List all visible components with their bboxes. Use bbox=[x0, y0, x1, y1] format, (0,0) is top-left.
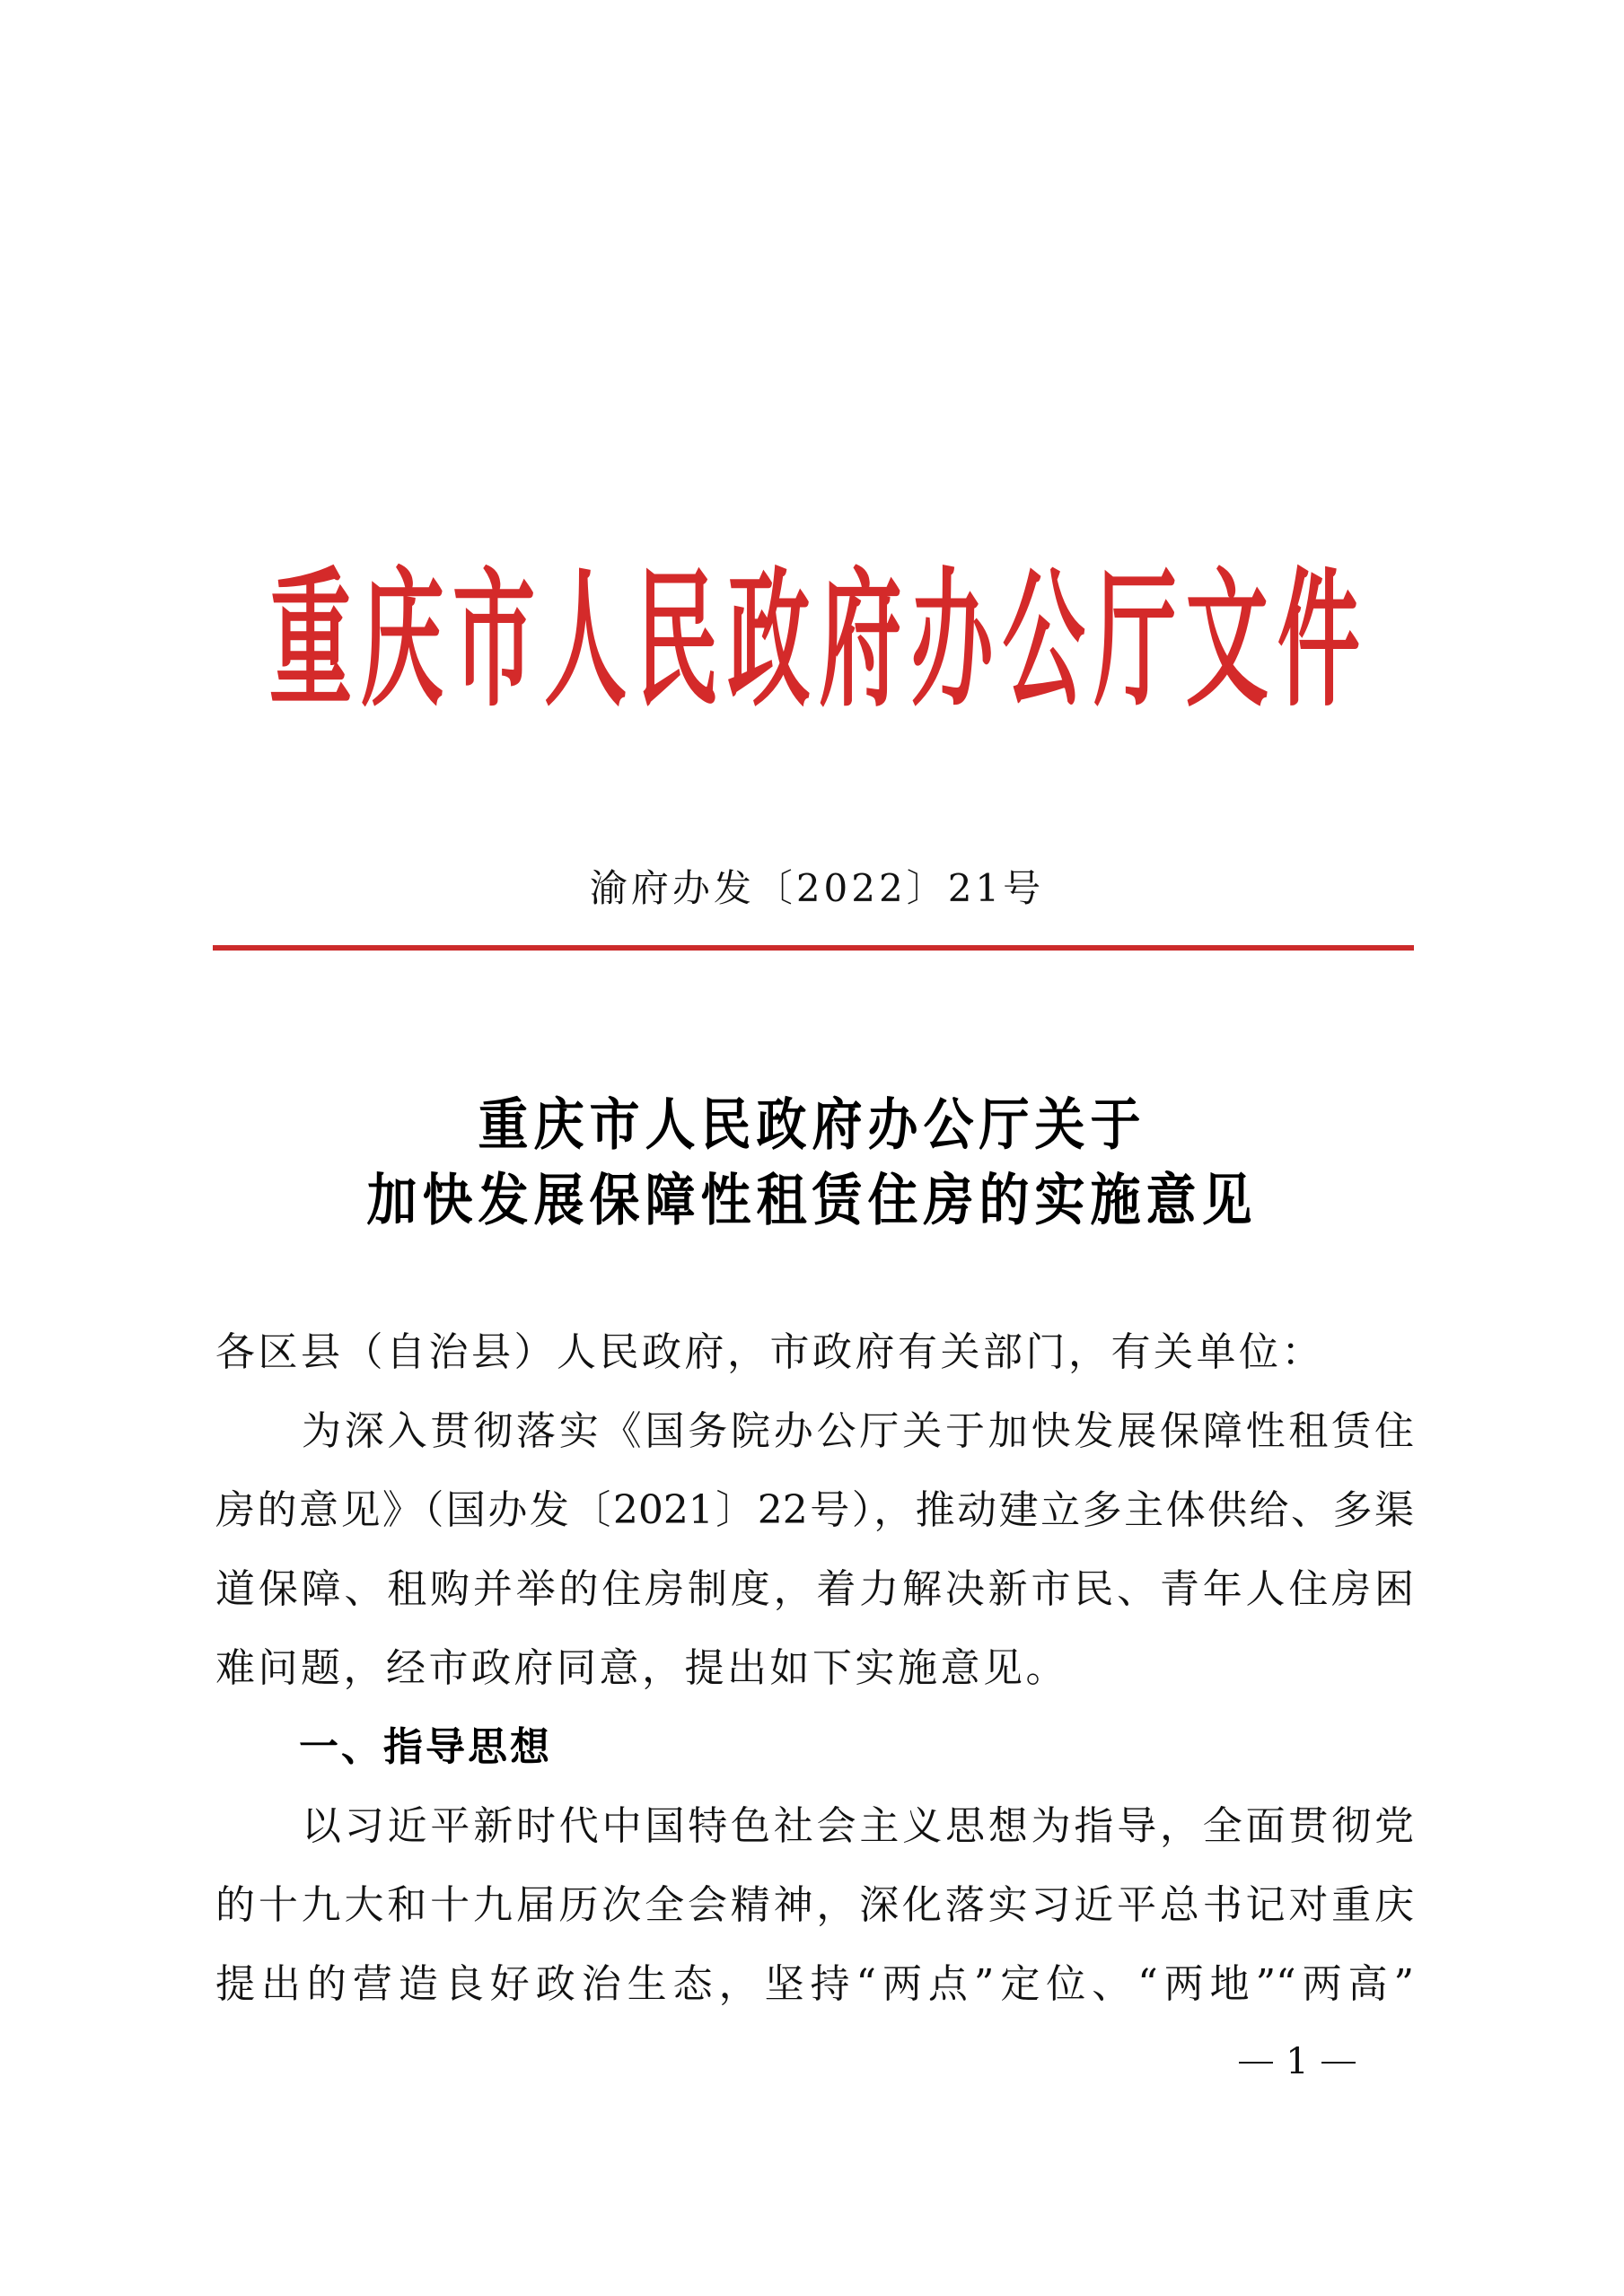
masthead-char: 公 bbox=[1002, 552, 1085, 728]
masthead-char: 政 bbox=[727, 552, 811, 728]
masthead-title bbox=[269, 552, 1360, 728]
document-title-line-1 bbox=[0, 1093, 1624, 1156]
masthead-char: 府 bbox=[819, 552, 902, 728]
masthead-char: 文 bbox=[1185, 552, 1268, 728]
masthead-char: 市 bbox=[452, 552, 536, 728]
paragraph-line: 的十九大和十九届历次全会精神，深化落实习近平总书记对重庆 bbox=[215, 1882, 1414, 1928]
section-heading: 一、指导思想 bbox=[299, 1724, 552, 1770]
document-title-text: 加快发展保障性租赁住房的实施意见 bbox=[366, 1167, 1258, 1233]
paragraph-line: 房的意见》（国办发〔2021〕22号），推动建立多主体供给、多渠 bbox=[215, 1487, 1414, 1533]
salutation: 各区县（自治县）人民政府，市政府有关部门，有关单位： bbox=[215, 1329, 1324, 1375]
masthead-char: 办 bbox=[910, 552, 994, 728]
paragraph-line: 道保障、租购并举的住房制度，着力解决新市民、青年人住房困 bbox=[215, 1566, 1414, 1612]
document-number: 渝府办发〔2022〕21号 bbox=[589, 866, 1045, 910]
document-title-text: 重庆市人民政府办公厅关于 bbox=[478, 1091, 1146, 1158]
masthead-char: 民 bbox=[636, 552, 719, 728]
paragraph-line: 以习近平新时代中国特色社会主义思想为指导，全面贯彻党 bbox=[302, 1803, 1414, 1849]
page-number bbox=[1221, 2039, 1374, 2084]
paragraph-line: 为深入贯彻落实《国务院办公厅关于加快发展保障性租赁住 bbox=[302, 1408, 1414, 1454]
document-title-line-2 bbox=[0, 1169, 1624, 1231]
paragraph-line: 提出的营造良好政治生态，坚持“两点”定位、“两地”“两高” bbox=[215, 1961, 1414, 2007]
masthead-char: 件 bbox=[1277, 552, 1360, 728]
paragraph-line: 难问题，经市政府同意，提出如下实施意见。 bbox=[215, 1645, 1068, 1691]
dash-left bbox=[1239, 2062, 1273, 2064]
red-separator-rule bbox=[213, 945, 1414, 951]
masthead-char: 重 bbox=[269, 552, 353, 728]
page-number-value: 1 bbox=[1286, 2041, 1309, 2082]
masthead-char: 庆 bbox=[361, 552, 444, 728]
dash-right bbox=[1321, 2062, 1356, 2064]
masthead-char: 厅 bbox=[1093, 552, 1177, 728]
masthead-char: 人 bbox=[544, 552, 628, 728]
